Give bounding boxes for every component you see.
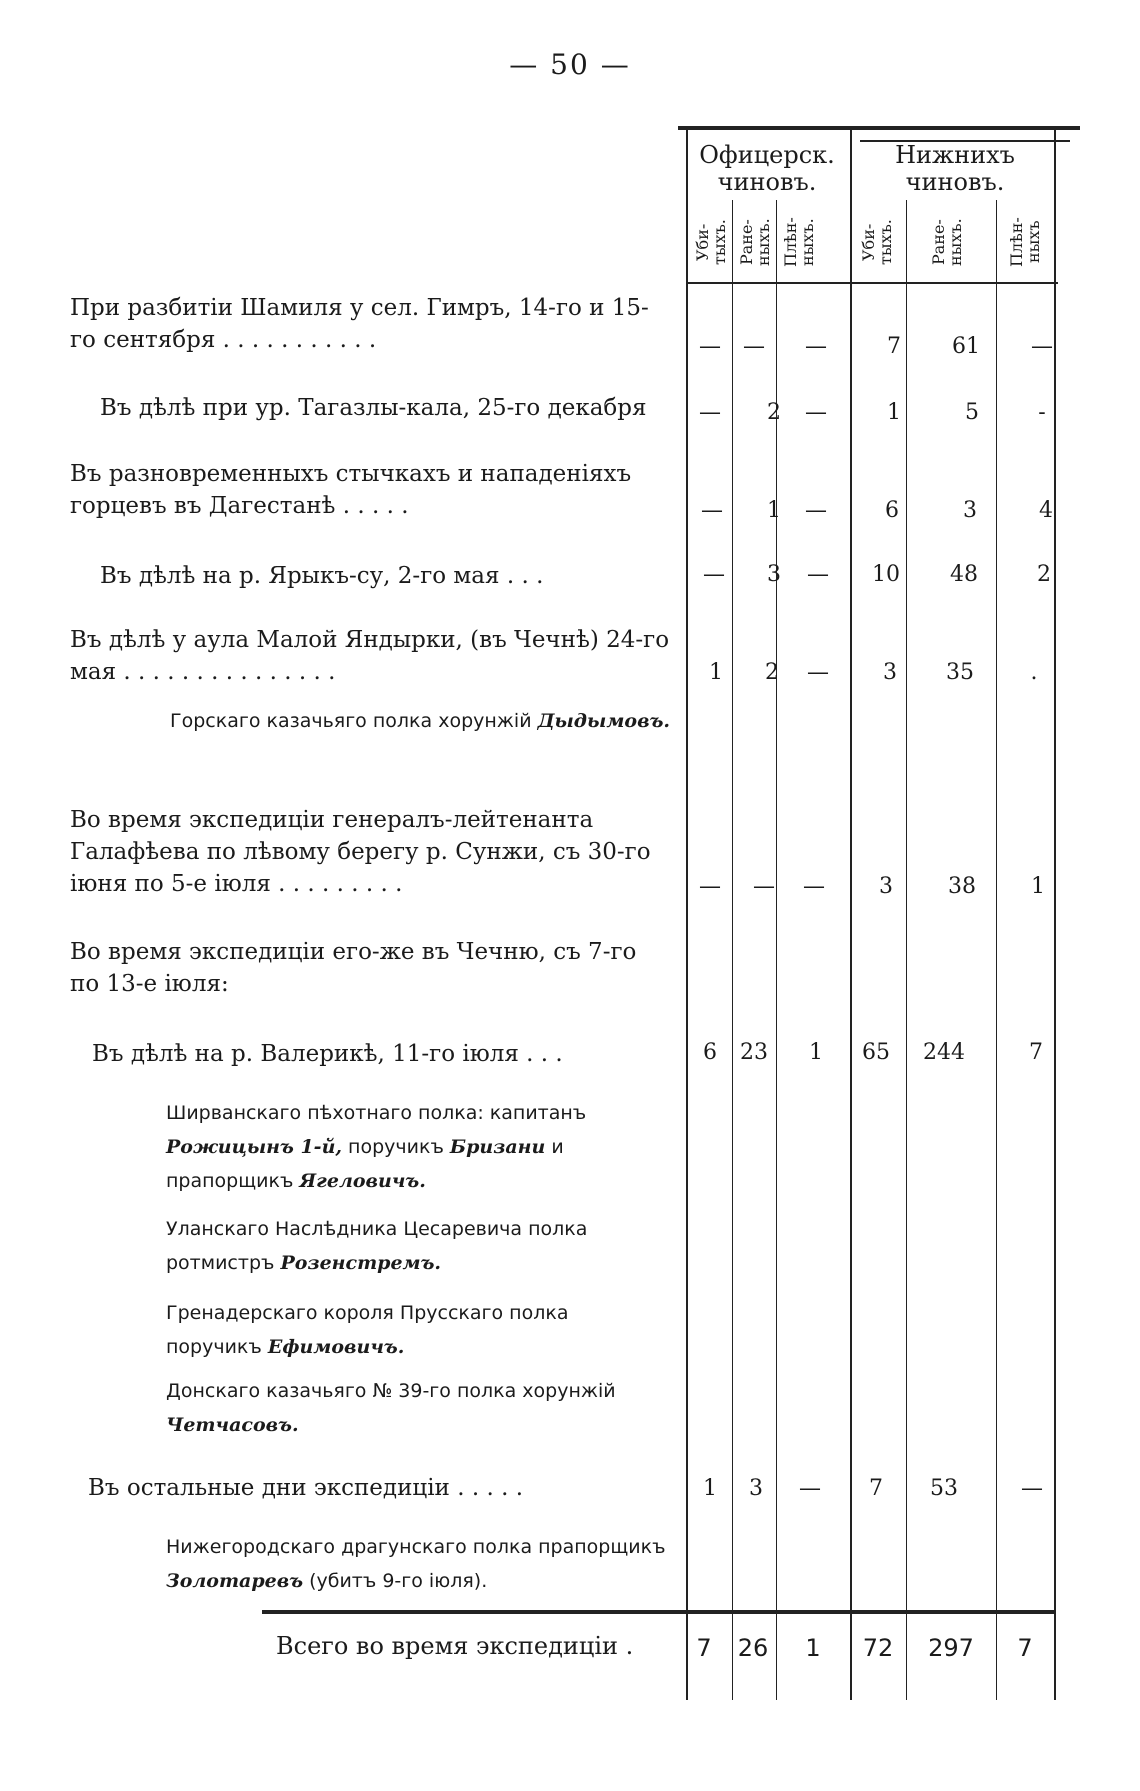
note-3: Уланскаго Наслѣдника Цесаревича полка ротмистръ Розенстремъ.: [166, 1218, 588, 1274]
table-cell: —: [699, 874, 721, 899]
table-cell: 1: [767, 498, 781, 523]
table-cell: 38: [948, 874, 976, 899]
table-cell: 244: [923, 1040, 965, 1065]
col-label-lower-wounded: Ране-ныхъ.: [929, 218, 965, 266]
row-7-text: Въ дѣлѣ на р. Валерикѣ, 11-го іюля . . .: [92, 1041, 563, 1067]
table-cell: 4: [1039, 498, 1053, 523]
total-cell: 7: [1017, 1634, 1033, 1662]
col-line-0: [686, 130, 688, 1700]
total-rule: [262, 1610, 1054, 1614]
table-cell: 35: [946, 660, 974, 685]
total-cell: 297: [928, 1634, 974, 1662]
table-cell: —: [743, 334, 765, 359]
table-cell: 1: [887, 400, 901, 425]
table-cell: —: [805, 498, 827, 523]
header-lower-ranks: Нижнихъ чиновъ.: [895, 141, 1015, 196]
col-line-3: [850, 130, 852, 1700]
table-cell: —: [805, 400, 827, 425]
total-cell: 1: [805, 1634, 821, 1662]
total-cell: 7: [696, 1634, 712, 1662]
col-label-lower-killed: Уби-тыхъ.: [859, 219, 895, 265]
table-cell: 23: [740, 1040, 768, 1065]
table-cell: —: [1021, 1476, 1043, 1501]
note-4: Гренадерскаго короля Прусскаго полка поручикъ Ефимовичъ.: [166, 1302, 569, 1358]
table-cell: —: [703, 562, 725, 587]
table-cell: 7: [887, 334, 901, 359]
table-cell: 6: [703, 1040, 717, 1065]
table-cell: —: [799, 1476, 821, 1501]
table-cell: 10: [872, 562, 900, 587]
table-cell: .: [1030, 660, 1038, 685]
table-cell: 2: [1037, 562, 1051, 587]
row-3-text: Въ дѣлѣ на р. Ярыкъ-су, 2-го мая . . .: [100, 563, 544, 589]
row-4-text: Въ дѣлѣ у аула Малой Яндырки, (въ Чечнѣ) 24-го мая . . . . . . . . . . . . . . .: [70, 627, 670, 685]
table-cell: —: [807, 660, 829, 685]
table-cell: 2: [765, 660, 779, 685]
row-2-text: Въ разновременныхъ стычкахъ и нападеніяхъ горцевъ въ Дагестанѣ . . . . .: [70, 461, 632, 519]
col-line-1: [732, 200, 733, 1700]
header-officers: Офицерск. чиновъ.: [699, 141, 835, 196]
total-label: Всего во время экспедиціи .: [276, 1632, 634, 1660]
table-cell: -: [1038, 400, 1046, 425]
table-cell: 65: [862, 1040, 890, 1065]
page-number: — 50 —: [509, 48, 631, 81]
table-cell: 1: [809, 1040, 823, 1065]
table-cell: 61: [952, 334, 980, 359]
table-cell: 3: [879, 874, 893, 899]
table-cell: 5: [965, 400, 979, 425]
row-6-text: Во время экспедиціи его-же въ Чечню, съ 7-го по 13-е іюля:: [70, 939, 637, 997]
table-cell: 3: [883, 660, 897, 685]
table-cell: —: [803, 874, 825, 899]
note-2: Ширванскаго пѣхотнаго полка: капитанъ Рожицынъ 1-й, поручикъ Бризани и прапорщикъ Ягеловичъ.: [166, 1102, 587, 1192]
header-bottom-rule: [688, 282, 1058, 284]
table-cell: —: [807, 562, 829, 587]
col-line-6: [1054, 130, 1056, 1700]
table-cell: 48: [950, 562, 978, 587]
col-line-5: [996, 200, 997, 1700]
table-cell: —: [1031, 334, 1053, 359]
table-top-rule: [678, 126, 1080, 130]
col-line-2: [776, 200, 777, 1700]
table-cell: 3: [767, 562, 781, 587]
col-label-officers-captured: Плѣн-ныхъ.: [781, 217, 817, 267]
row-8-text: Въ остальные дни экспедиціи . . . . .: [88, 1475, 524, 1501]
row-5-text: Во время экспедиціи генералъ-лейтенанта Галафѣева по лѣвому берегу р. Сунжи, съ 30-го іюня по 5-е іюля . . . . . . . . .: [70, 807, 651, 897]
note-6: Нижегородскаго драгунскаго полка прапорщикъ Золотаревъ (убитъ 9-го іюля).: [166, 1536, 666, 1592]
table-cell: 3: [963, 498, 977, 523]
table-cell: —: [699, 334, 721, 359]
table-cell: 7: [869, 1476, 883, 1501]
row-0-text: При разбитіи Шамиля у сел. Гимръ, 14-го и 15-го сентября . . . . . . . . . . .: [70, 295, 649, 353]
col-line-4: [906, 200, 907, 1700]
table-cell: 7: [1029, 1040, 1043, 1065]
table-cell: —: [753, 874, 775, 899]
row-1-text: Въ дѣлѣ при ур. Тагазлы-кала, 25-го декабря: [100, 395, 647, 421]
table-cell: —: [699, 400, 721, 425]
total-cell: 72: [862, 1634, 894, 1662]
col-label-officers-killed: Уби-тыхъ.: [693, 219, 729, 265]
table-cell: —: [701, 498, 723, 523]
note-1: Горскаго казачьяго полка хорунжій Дыдымовъ.: [170, 710, 670, 732]
table-cell: 1: [1031, 874, 1045, 899]
table-cell: 1: [703, 1476, 717, 1501]
note-5: Донскаго казачьяго № 39-го полка хорунжій Четчасовъ.: [166, 1380, 616, 1436]
table-cell: —: [805, 334, 827, 359]
table-cell: 2: [767, 400, 781, 425]
table-cell: 1: [709, 660, 723, 685]
col-label-lower-captured: Плѣн-ныхъ: [1007, 217, 1043, 267]
table-cell: 53: [930, 1476, 958, 1501]
total-cell: 26: [737, 1634, 769, 1662]
table-cell: 3: [749, 1476, 763, 1501]
table-cell: 6: [885, 498, 899, 523]
col-label-officers-wounded: Ране-ныхъ.: [737, 218, 773, 266]
